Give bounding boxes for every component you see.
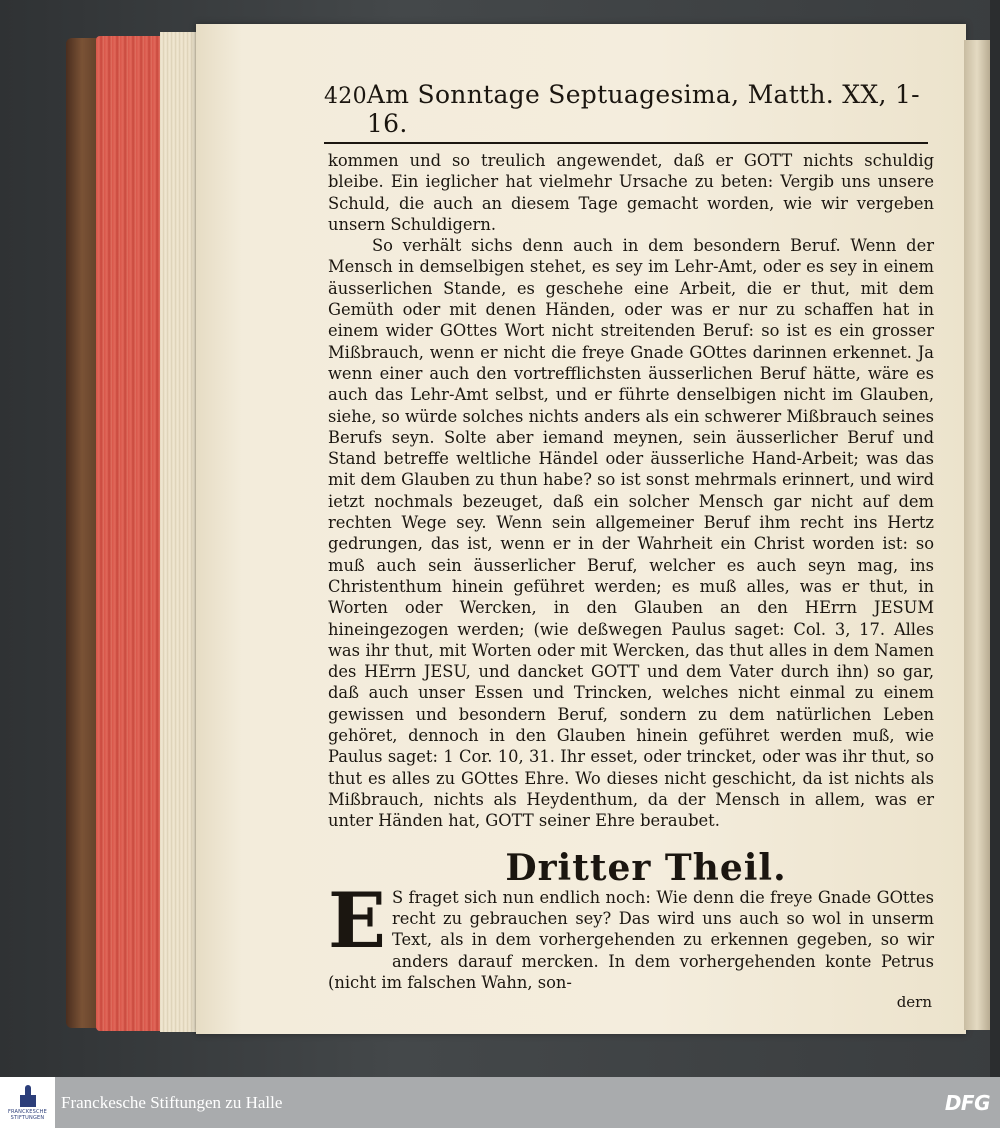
- institution-logo[interactable]: [0, 1077, 55, 1128]
- section-paragraph: S fraget sich nun endlich noch: Wie denn die freye Gnade GOttes recht zu gebrauchen sey? Das wird uns auch so wol in unserm Text, als in dem vorhergehenden zu erkennen gegeben, so wir anders darauf mercken. In dem vorhergehenden konte Petrus (nicht im falschen Wahn, son-: [328, 887, 934, 992]
- drop-cap: E: [328, 875, 386, 965]
- section-body: [328, 875, 934, 993]
- page-edge-cream: [160, 32, 200, 1032]
- running-head-title: Am Sonntage Septuagesima, Matth. XX, 1-16.: [366, 80, 920, 138]
- paragraph: kommen und so treulich angewendet, daß er GOTT nichts schuldig bleibe. Ein ieglicher hat vielmehr Ursache zu beten: Vergib uns unsere Schuld, die auch an diesem Tage gemacht worden, wie wir vergeben unsern Schuldigern.: [328, 151, 934, 234]
- facing-page-edge: [964, 40, 990, 1030]
- dfg-logo[interactable]: DFG: [944, 1090, 990, 1115]
- logo-text: FRANCKESCHE STIFTUNGEN: [7, 1108, 48, 1121]
- body-text: [328, 150, 934, 1011]
- viewer-footer: [0, 1077, 1000, 1128]
- section-title: Dritter Theil.: [505, 846, 787, 889]
- catchword: dern: [896, 993, 932, 1012]
- paragraph: So verhält sichs denn auch in dem besondern Beruf. Wenn der Mensch in demselbigen stehet, es sey im Lehr-Amt, oder es sey in einem äusserlichen Stande, es geschehe eine Arbeit, die er thut, mit dem Gemüth oder mit denen Händen, oder was er nur zu schaffen hat in einem wider GOttes Wort nicht streitenden Beruf: so ist es ein grosser Mißbrauch, wenn er nicht die freye Gnade GOttes darinnen erkennet. Ja wenn einer auch den vortrefflichsten äusserlichen Beruf hätte, wäre es auch das Lehr-Amt selbst, und er führte denselbigen nicht im Glauben, siehe, so würde solches nichts anders als ein schwerer Mißbrauch seines Berufs seyn. Solte aber iemand meynen, sein äusserlicher Beruf und Stand betreffe weltliche Händel oder äusserliche Hand-Arbeit; was das mit dem Glauben zu thun habe? so ist sonst mehrmals erinnert, und wird ietzt nochmals bezeuget, daß ein solcher Mensch gar nicht auf dem rechten Wege sey. Wenn sein allgemeiner Beruf ihm recht ins Hertz gedrungen, das ist, wenn er in der Wahrheit ein Christ worden ist: so muß auch sein äusserlicher Beruf, welcher es auch seyn mag, ins Christenthum hinein geführet werden; es muß alles, was er thut, in Worten oder Wercken, in den Glauben an den HErrn JESUM hineingezogen werden; (wie deßwegen Paulus saget: Col. 3, 17. Alles was ihr thut, mit Worten oder mit Wercken, das thut alles in dem Namen des HErrn JESU, und dancket GOTT und dem Vater durch ihn) so gar, daß auch unser Essen und Trincken, welches nicht einmal zu einem gewissen und besondern Beruf, sondern zu dem natürlichen Leben gehöret, dennoch in den Glauben hinein geführet werden muß, wie Paulus saget: 1 Cor. 10, 31. Ihr esset, oder trincket, oder was ihr thut, so thut es alles zu GOttes Ehre. Wo dieses nicht geschicht, da ist nichts als Mißbrauch, nichts als Heydenthum, da der Mensch in allem, was er unter Händen hat, GOTT seiner Ehre beraubet.: [328, 236, 934, 831]
- scan-border: [990, 0, 1000, 1077]
- page-number: 420: [324, 84, 367, 109]
- institution-name[interactable]: Franckesche Stiftungen zu Halle: [61, 1092, 283, 1112]
- page-text-area: [304, 80, 934, 1011]
- building-icon: [19, 1085, 37, 1107]
- running-header: [324, 80, 928, 144]
